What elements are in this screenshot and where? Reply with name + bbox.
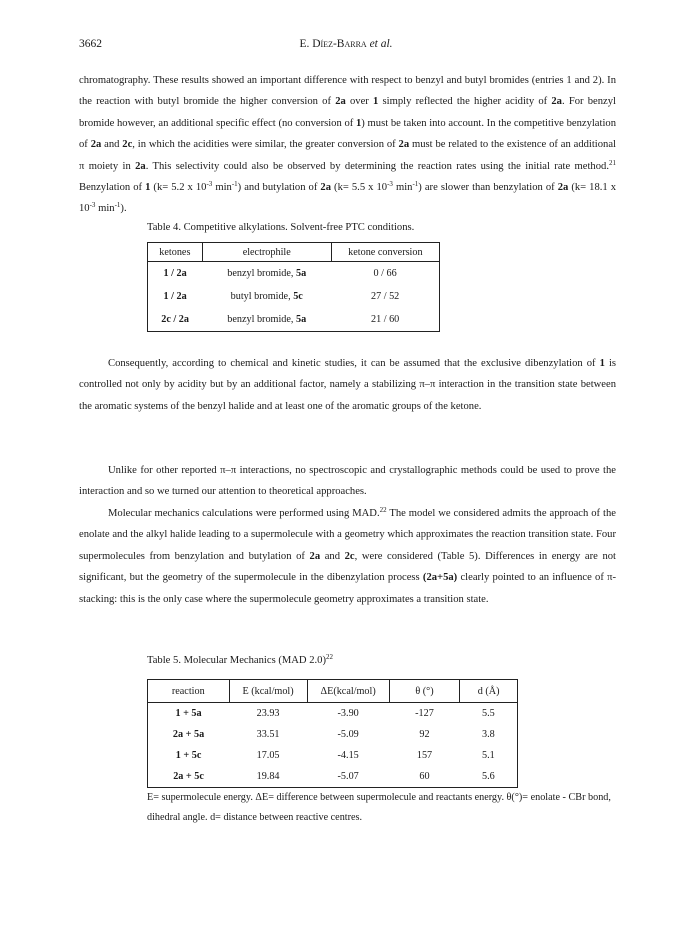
table5-cell-theta: 157 [416,750,433,761]
table5-header-theta: θ (°) [389,680,459,703]
table4 [147,242,440,332]
running-header [0,38,692,50]
table5-cell-energy: 23.93 [256,708,280,719]
table5-header-distance: d (Å) [460,680,518,703]
table4-cell-ketones: 1 / 2a [163,268,187,279]
running-header-author: E. Díez-Barra [299,38,367,50]
table4-cell-electrophile: butyl bromide, 5c [230,291,303,302]
table5-caption: Table 5. Molecular Mechanics (MAD 2.0)$^{22}$ [147,653,334,666]
table-row [148,703,518,725]
table5-cell-delta-energy: -5.09 [337,729,359,740]
table4-header-ketones: ketones [148,243,203,262]
table5-cell-delta-energy: -5.07 [337,771,359,782]
table5-cell-delta-energy: -3.90 [337,708,359,719]
table4-cell-conversion: 27 / 52 [370,291,400,302]
table5-header-delta-energy: ΔE(kcal/mol) [307,680,389,703]
table5-cell-distance: 5.6 [481,771,495,782]
table5-cell-energy: 33.51 [256,729,280,740]
table4-header-conversion: ketone conversion [331,243,439,262]
table5-cell-energy: 17.05 [256,750,280,761]
table5-cell-theta: 60 [419,771,430,782]
table5-cell-energy: 19.84 [256,771,280,782]
paragraph-consequently: Consequently, according to chemical and kinetic studies, it can be assumed that the exclusive dibenzylation of 1 is controlled not only by acidity but by an additional factor, namely a stabilizing π–π interaction in the transition state between the aromatic systems of the benzyl halide and at least one of the aromatic groups of the ketone. [79,358,617,412]
table5 [147,679,518,788]
table5-cell-theta: -127 [415,708,434,719]
table5-footnote: E= supermolecule energy. ΔE= difference between supermolecule and reactants energy. θ(°)= enolate - CBr bond, dihedral angle. d= distance between reactive centres. [147,792,611,823]
table4-cell-electrophile: benzyl bromide, 5a [227,268,307,279]
paragraph-results: chromatography. These results showed an important difference with respect to benzyl and butyl bromides (entries 1 and 2). In the reaction with butyl bromide the higher conversion of 2a over 1 simply reflected the higher acidity of 2a. For benzyl bromide however, an additional specific effect (no conversion of 1) must be taken into account. In the competitive benzylation of 2a and 2c, in which the acidities were similar, the greater conversion of 2a must be related to the existence of an additional π moiety in 2a. This selectivity could also be observed by determining the reaction rates using the initial rate method.$^{21}$ Benzylation of 1 (k= 5.2 x $10^{-3}$ $\min^{-1}$) and butylation of 2a (k= 5.5 x $10^{-3}$ $\min^{-1}$) are slower than benzylation of 2a (k= 18.1 x $10^{-3}$ $\min^{-1}$). [79,75,617,215]
table4-cell-ketones: 2c / 2a [161,314,189,325]
running-header-etal: et al. [369,38,393,50]
table5-cell-distance: 5.5 [481,708,495,719]
table5-cell-reaction: 1 + 5a [175,708,202,719]
table4-header-electrophile: electrophile [202,243,331,262]
table-row [148,766,518,788]
table-row [148,285,440,308]
table5-cell-distance: 5.1 [481,750,495,761]
table4-cell-electrophile: benzyl bromide, 5a [227,314,307,325]
table4-header-row [148,243,440,262]
table5-cell-reaction: 2a + 5a [172,729,205,740]
table4-cell-conversion: 21 / 60 [370,314,400,325]
table4-caption: Table 4. Competitive alkylations. Solvent-free PTC conditions. [147,222,415,233]
table-row [148,724,518,745]
table5-cell-delta-energy: -4.15 [337,750,359,761]
table5-cell-theta: 92 [419,729,430,740]
paragraph-molecular-mechanics: Molecular mechanics calculations were performed using MAD.$^{22}$ The model we considered admits the approach of the enolate and the alkyl halide leading to a supermolecule with a geometry which approximates the reaction transition state. Four supermolecules from benzylation and butylation of 2a and 2c, were considered (Table 5). Differences in energy are not significant, but the geometry of the supermolecule in the dibenzylation process (2a+5a) clearly pointed to an influence of π-stacking: this is the only case where the supermolecule geometry approximates a transition state. [79,506,617,605]
table4-cell-ketones: 1 / 2a [163,291,187,302]
table5-cell-distance: 3.8 [481,729,495,740]
table5-header-reaction: reaction [148,680,230,703]
table5-header-energy: E (kcal/mol) [229,680,307,703]
table5-header-row [148,680,518,703]
paragraph-unlike: Unlike for other reported π–π interactions, no spectroscopic and crystallographic methods could be used to prove the interaction and so we turned our attention to theoretical approaches. [79,465,616,498]
table-row [148,262,440,286]
table4-cell-conversion: 0 / 66 [373,268,397,279]
table-row [148,745,518,766]
table5-cell-reaction: 1 + 5c [175,750,202,761]
table5-cell-reaction: 2a + 5c [173,771,204,782]
table-row [148,308,440,332]
page-number: 3662 [79,38,102,50]
